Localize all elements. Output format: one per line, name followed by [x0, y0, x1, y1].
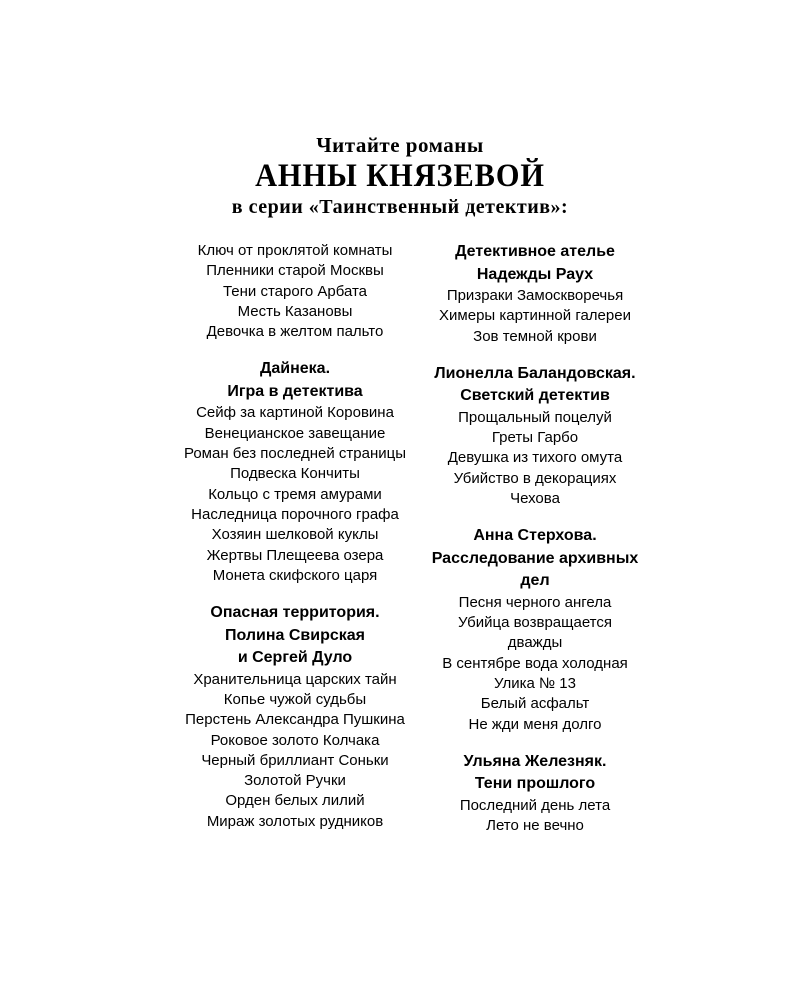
right-column: [385, 241, 685, 853]
series-heading: Анна Стерхова.: [473, 527, 597, 545]
book-title: Венецианское завещание: [204, 424, 386, 442]
page-header: [0, 132, 800, 220]
book-title: Хранительница царских тайн: [193, 670, 397, 688]
book-series-block: [385, 363, 685, 509]
book-title: Черный бриллиант Соньки: [201, 751, 389, 769]
series-heading: Дайнека.: [259, 360, 331, 378]
book-title: Мираж золотых рудников: [206, 812, 384, 830]
series-heading: Расследование архивных: [431, 549, 639, 567]
book-title: Месть Казановы: [237, 302, 353, 320]
book-title: Пленники старой Москвы: [206, 262, 384, 280]
header-intro: Читайте романы: [316, 133, 484, 157]
book-title: Чехова: [510, 490, 560, 508]
author-name: АННЫ КНЯЗЕВОЙ: [255, 158, 545, 194]
book-title: Роман без последней страницы: [183, 445, 407, 463]
series-heading: Лионелла Баландовская.: [434, 364, 636, 382]
book-title: Зов темной крови: [473, 327, 597, 345]
book-series-block: [385, 751, 685, 837]
book-title: Копье чужой судьбы: [223, 690, 367, 708]
book-title: Тени старого Арбата: [222, 282, 368, 300]
book-series-block: [385, 525, 685, 735]
book-title: Последний день лета: [459, 796, 611, 814]
book-title: Белый асфальт: [480, 695, 590, 713]
book-title: Золотой Ручки: [244, 772, 346, 790]
book-title: Сейф за картиной Коровина: [196, 404, 394, 422]
book-title: Девушка из тихого омута: [447, 449, 623, 467]
book-series-block: [385, 241, 685, 347]
book-title: Подвеска Кончиты: [230, 465, 360, 483]
book-title: Песня черного ангела: [458, 593, 612, 611]
series-heading: дел: [520, 572, 550, 590]
series-heading: Ульяна Железняк.: [463, 752, 607, 770]
series-name: в серии «Таинственный детектив»:: [231, 196, 569, 218]
book-title: дважды: [507, 634, 563, 652]
book-title: Улика № 13: [493, 675, 576, 693]
series-heading: Игра в детектива: [227, 382, 363, 400]
book-title: Химеры картинной галереи: [439, 307, 631, 325]
series-heading: Полина Свирская: [224, 626, 366, 644]
book-title: Убийца возвращается: [457, 614, 612, 632]
book-title: Перстень Александра Пушкина: [185, 711, 405, 729]
book-title: В сентябре вода холодная: [442, 654, 628, 672]
series-heading: Опасная территория.: [210, 604, 380, 622]
series-heading: Надежды Раух: [476, 265, 594, 283]
book-title: Жертвы Плещеева озера: [206, 546, 384, 564]
book-title: Кольцо с тремя амурами: [208, 485, 382, 503]
book-title: Не жди меня долго: [468, 715, 602, 733]
series-heading: Детективное ателье: [455, 243, 615, 260]
book-title: Наследница порочного графа: [191, 505, 399, 523]
book-title: Ключ от проклятой комнаты: [197, 242, 393, 259]
book-title: Призраки Замоскворечья: [446, 287, 624, 304]
book-title: Орден белых лилий: [225, 792, 365, 810]
series-heading: Светский детектив: [460, 387, 610, 405]
book-title: Прощальный поцелуй: [458, 408, 612, 426]
book-title: Греты Гарбо: [491, 429, 579, 447]
book-title: Хозяин шелковой куклы: [211, 526, 379, 544]
series-heading: Тени прошлого: [474, 775, 596, 793]
series-heading: и Сергей Дуло: [237, 649, 353, 667]
book-title: Девочка в желтом пальто: [206, 323, 384, 341]
book-title: Монета скифского царя: [212, 566, 378, 584]
book-title: Убийство в декорациях: [453, 469, 617, 487]
book-title: Лето не вечно: [486, 817, 584, 835]
book-title: Роковое золото Колчака: [210, 731, 380, 749]
